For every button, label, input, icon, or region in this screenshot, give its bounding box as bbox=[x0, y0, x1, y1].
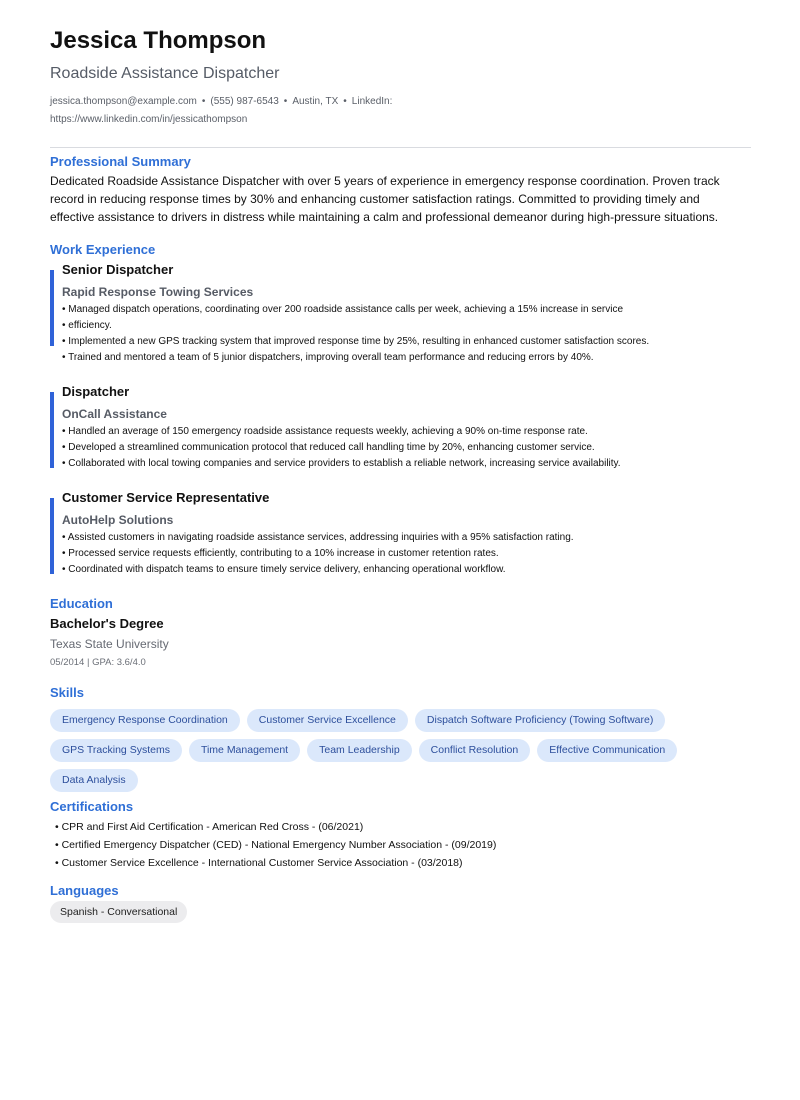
job-bullet: • Coordinated with dispatch teams to ensure timely service delivery, enhancing operational workflow. bbox=[62, 564, 506, 575]
skills-chip-list bbox=[50, 709, 710, 799]
certifications-section bbox=[50, 799, 751, 872]
skill-chip: Conflict Resolution bbox=[419, 739, 531, 762]
candidate-name: Jessica Thompson bbox=[50, 27, 267, 54]
contact-email[interactable]: jessica.thompson@example.com bbox=[50, 96, 197, 107]
education-meta: 05/2014 | GPA: 3.6/4.0 bbox=[50, 657, 146, 668]
skill-chip: Emergency Response Coordination bbox=[50, 709, 240, 732]
education-degree: Bachelor's Degree bbox=[50, 616, 164, 631]
resume-header bbox=[50, 26, 751, 148]
header-divider bbox=[50, 147, 751, 148]
contact-separator: • bbox=[283, 96, 288, 107]
summary-title: Professional Summary bbox=[50, 154, 191, 169]
job-entry bbox=[50, 490, 751, 578]
job-company: OnCall Assistance bbox=[62, 407, 167, 421]
job-accent-bar bbox=[50, 392, 54, 468]
education-title: Education bbox=[50, 596, 113, 611]
summary-section bbox=[50, 154, 751, 226]
contact-linkedin-label: LinkedIn: bbox=[351, 96, 393, 107]
job-bullet: • Managed dispatch operations, coordinating over 200 roadside assistance calls per week, achieving a 15% increase in service bbox=[62, 304, 624, 315]
job-bullet: • Developed a streamlined communication protocol that reduced call handling time by 20%, enhancing customer service. bbox=[62, 442, 595, 453]
job-bullet: • Processed service requests efficiently, contributing to a 10% increase in customer retention rates. bbox=[62, 548, 499, 559]
job-bullet: • Handled an average of 150 emergency roadside assistance requests weekly, achieving a 90% on-time response rate. bbox=[62, 426, 588, 437]
job-company: AutoHelp Solutions bbox=[62, 513, 174, 527]
certification-item: • Certified Emergency Dispatcher (CED) - National Emergency Number Association - (09/2019) bbox=[55, 839, 497, 851]
experience-title: Work Experience bbox=[50, 242, 156, 257]
job-bullet: • Assisted customers in navigating roadside assistance services, addressing inquiries with a 95% satisfaction rating. bbox=[62, 532, 574, 543]
education-school: Texas State University bbox=[50, 637, 169, 651]
job-accent-bar bbox=[50, 270, 54, 346]
languages-section bbox=[50, 883, 751, 923]
job-bullet: • Collaborated with local towing companies and service providers to establish a reliable network, increasing service availability. bbox=[62, 458, 621, 469]
certification-item: • Customer Service Excellence - International Customer Service Association - (03/2018) bbox=[55, 857, 463, 869]
job-entry bbox=[50, 262, 751, 366]
summary-text: Dedicated Roadside Assistance Dispatcher with over 5 years of experience in emergency response coordination. Proven track record in reducing response times by 30% and enhancing customer satisfaction ratings. Committed to providing timely and effective assistance to drivers in distress while maintaining a calm and professional demeanor during high-pressure situations. bbox=[50, 174, 720, 224]
resume-page bbox=[50, 26, 751, 923]
contact-separator: • bbox=[201, 96, 206, 107]
candidate-role: Roadside Assistance Dispatcher bbox=[50, 65, 280, 82]
languages-title: Languages bbox=[50, 883, 119, 898]
skill-chip: Data Analysis bbox=[50, 769, 138, 792]
job-bullets bbox=[62, 424, 751, 472]
certifications-title: Certifications bbox=[50, 799, 134, 814]
education-section bbox=[50, 596, 751, 670]
contact-linkedin-url[interactable]: https://www.linkedin.com/in/jessicathompson bbox=[50, 114, 248, 125]
job-company: Rapid Response Towing Services bbox=[62, 285, 254, 299]
certification-item: • CPR and First Aid Certification - American Red Cross - (06/2021) bbox=[55, 821, 364, 833]
job-bullets bbox=[62, 302, 751, 366]
job-title: Customer Service Representative bbox=[62, 490, 270, 505]
language-chip: Spanish - Conversational bbox=[50, 901, 187, 923]
contact-separator: • bbox=[343, 96, 347, 107]
job-entry bbox=[50, 384, 751, 472]
contact-location: Austin, TX bbox=[292, 96, 339, 107]
job-title: Dispatcher bbox=[62, 384, 130, 399]
job-bullet: • Trained and mentored a team of 5 junior dispatchers, improving overall team performance and reducing errors by 40%. bbox=[62, 352, 594, 363]
contact-line bbox=[50, 93, 751, 129]
skill-chip: Time Management bbox=[189, 739, 300, 762]
job-bullet: • efficiency. bbox=[62, 320, 112, 331]
skill-chip: Customer Service Excellence bbox=[247, 709, 408, 732]
job-accent-bar bbox=[50, 498, 54, 574]
skill-chip: GPS Tracking Systems bbox=[50, 739, 182, 762]
job-title: Senior Dispatcher bbox=[62, 262, 174, 277]
skills-title: Skills bbox=[50, 685, 84, 700]
skill-chip: Dispatch Software Proficiency (Towing Software) bbox=[415, 709, 665, 732]
experience-section bbox=[50, 242, 751, 578]
skills-section bbox=[50, 685, 751, 799]
skill-chip: Team Leadership bbox=[307, 739, 412, 762]
contact-phone[interactable]: (555) 987-6543 bbox=[210, 96, 279, 107]
certifications-list bbox=[50, 818, 751, 872]
job-bullet: • Implemented a new GPS tracking system that improved response time by 25%, resulting in enhanced customer satisfaction scores. bbox=[62, 336, 650, 347]
job-bullets bbox=[62, 530, 751, 578]
skill-chip: Effective Communication bbox=[537, 739, 677, 762]
